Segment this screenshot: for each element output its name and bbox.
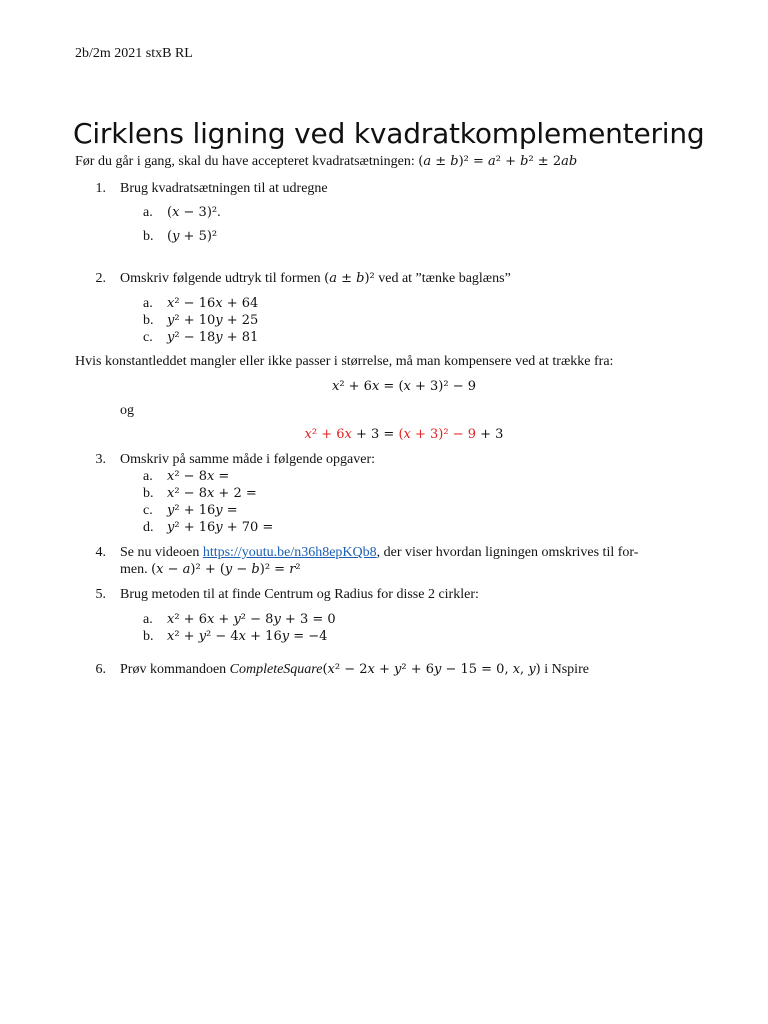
q1a-label: a. [143,205,153,220]
q5b-label: b. [143,629,154,644]
q6-math: (𝑥² − 2𝑥 + 𝑦² + 6𝑦 − 15 = 0, 𝑥, 𝑦) [322,662,541,677]
q1b-math: (𝑦 + 5)² [167,229,218,244]
q2b-math: 𝑦² + 10𝑦 + 25 [167,313,259,328]
intro-text: Før du går i gang, skal du have accepteret kvadratsætningen: [75,154,415,169]
video-link[interactable]: https://youtu.be/n36h8epKQb8 [202,545,377,560]
intro-formula: (𝑎 ± 𝑏)² = 𝑎² + 𝑏² ± 2𝑎𝑏 [418,154,578,169]
q5b-math: 𝑥² + 𝑦² − 4𝑥 + 16𝑦 = −4 [167,629,328,644]
q2b-label: b. [143,313,154,328]
q2a-math: 𝑥² − 16𝑥 + 64 [167,296,259,311]
q4-text-before: Se nu videoen [120,545,203,560]
explain-og: og [120,403,134,418]
q2-line [120,270,511,287]
eq2-end: + 3 [476,427,504,442]
q3d-math: 𝑦² + 16𝑦 + 70 = [167,520,274,535]
q5a-label: a. [143,612,153,627]
q2-text-after: ved at ”tænke baglæns” [378,271,511,286]
q5a-math: 𝑥² + 6𝑥 + 𝑦² − 8𝑦 + 3 = 0 [167,612,336,627]
q4-line1 [120,544,638,561]
q2a-label: a. [143,296,153,311]
q2-math: (𝑎 ± 𝑏)² [324,271,375,286]
q1a-item [167,204,221,221]
q4-text-after: , der viser hvordan ligningen omskrives til for- [376,545,639,560]
q1a-math: (𝑥 − 3)² [167,205,218,220]
q3d-label: d. [143,520,154,535]
q1-text: Brug kvadratsætningen til at udregne [120,181,328,196]
q6-text-before: Prøv kommandoen [120,662,227,677]
q2c-math: 𝑦² − 18𝑦 + 81 [167,330,259,345]
q1b-label: b. [143,229,154,244]
explain-text: Hvis konstantleddet mangler eller ikke passer i størrelse, må man kompensere ved at trække fra: [75,354,614,369]
q3c-label: c. [143,503,153,518]
q3c-math: 𝑦² + 16𝑦 = [167,503,238,518]
explain-eq2 [0,426,768,443]
q3b-math: 𝑥² − 8𝑥 + 2 = [167,486,257,501]
q3b-label: b. [143,486,154,501]
q2c-label: c. [143,330,153,345]
page-header: 2b/2m 2021 stxB RL [75,46,193,61]
q4-number: 4. [95,545,106,560]
explain-eq1: 𝑥² + 6𝑥 = (𝑥 + 3)² − 9 [331,379,476,394]
q3-number: 3. [95,452,106,467]
q6-line [120,661,589,678]
eq2-red-left: 𝑥² + 6𝑥 [304,427,352,442]
q3-text: Omskriv på samme måde i følgende opgaver: [120,452,376,467]
q6-command: CompleteSquare [229,662,323,677]
q1-number: 1. [95,181,106,196]
q4-line2-text: men. [120,562,148,577]
q3a-math: 𝑥² − 8𝑥 = [167,469,230,484]
q5-text: Brug metoden til at finde Centrum og Radius for disse 2 cirkler: [120,587,479,602]
q2-number: 2. [95,271,106,286]
q1a-suffix: . [217,205,221,220]
q6-text-after: i Nspire [540,662,589,677]
q6-number: 6. [95,662,106,677]
eq2-red-right: (𝑥 + 3)² − 9 [398,427,476,442]
q1b-item [167,228,217,245]
intro-line [75,153,577,170]
q4-line2 [120,561,301,578]
eq2-mid: + 3 = [351,427,399,442]
q3a-label: a. [143,469,153,484]
q2-text-before: Omskriv følgende udtryk til formen [120,271,321,286]
page-title: Cirklens ligning ved kvadratkomplementering [73,117,705,150]
q5-number: 5. [95,587,106,602]
q4-line2-math: (𝑥 − 𝑎)² + (𝑦 − 𝑏)² = 𝑟² [151,562,301,577]
